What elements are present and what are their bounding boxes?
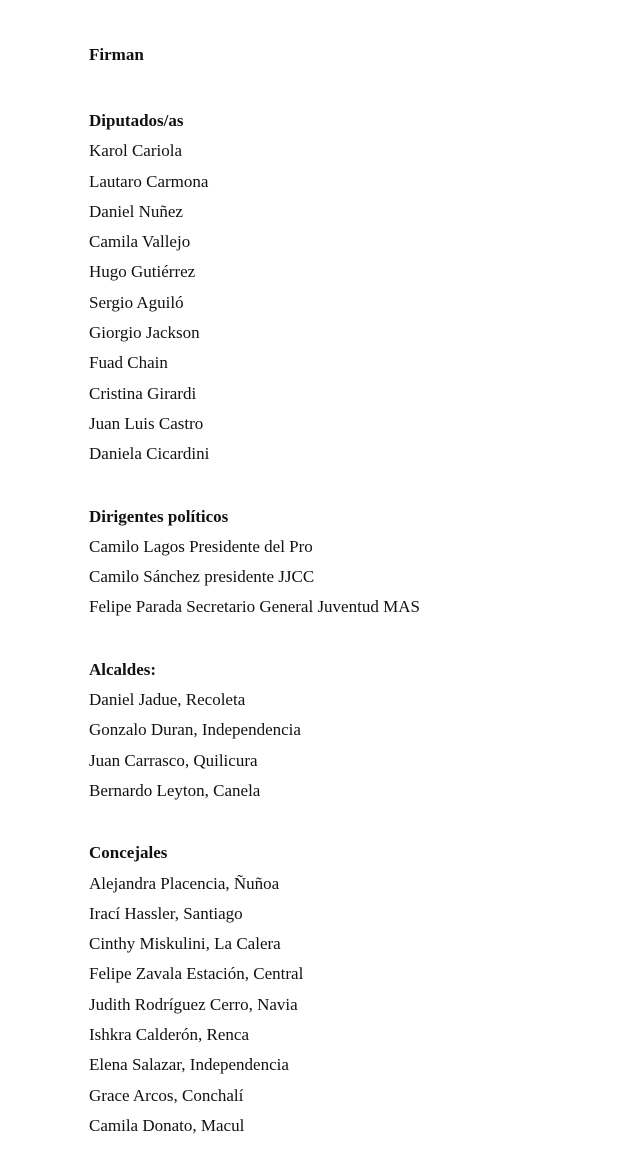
signatory-name: Cristina Girardi <box>89 383 197 403</box>
signatory-section <box>89 655 629 806</box>
section-heading: Diputados/as <box>89 111 184 130</box>
signatory-name: Camilo Lagos Presidente del Pro <box>89 536 313 556</box>
signatory-section <box>89 106 629 470</box>
signatory-name: Karol Cariola <box>89 141 182 161</box>
signatory-name: Cinthy Miskulini, La Calera <box>89 934 281 954</box>
signatory-name: Alejandra Placencia, Ñuñoa <box>89 873 280 893</box>
signatory-section <box>89 502 629 623</box>
section-heading: Concejales <box>89 843 168 863</box>
signatory-list <box>89 136 629 469</box>
section-heading: Alcaldes: <box>89 659 157 679</box>
signatory-list <box>89 532 629 623</box>
signatory-name: Irací Hassler, Santiago <box>89 903 243 923</box>
section-heading: Dirigentes políticos <box>89 506 229 526</box>
signatory-name: Ishkra Calderón, Renca <box>89 1025 250 1045</box>
signatory-name: Hugo Gutiérrez <box>89 262 196 282</box>
signatory-name: Fuad Chain <box>89 353 168 373</box>
signatory-name: Sergio Aguiló <box>89 292 184 312</box>
signatory-section <box>89 838 629 1141</box>
signatory-name: Judith Rodríguez Cerro, Navia <box>89 994 298 1014</box>
signatory-sections <box>89 106 629 1141</box>
signatory-name: Daniel Nuñez <box>89 201 183 221</box>
signatory-name: Giorgio Jackson <box>89 323 200 343</box>
signatory-name: Felipe Zavala Estación, Central <box>89 964 304 984</box>
signatory-name: Daniela Cicardini <box>89 444 210 464</box>
signatory-name: Camila Donato, Macul <box>89 1115 245 1135</box>
signatory-name: Elena Salazar, Independencia <box>89 1055 289 1075</box>
signatory-name: Bernardo Leyton, Canela <box>89 780 261 800</box>
signatories-document <box>89 43 629 1173</box>
signatory-name: Camila Vallejo <box>89 232 191 252</box>
signatory-name: Juan Carrasco, Quilicura <box>89 750 258 770</box>
signatory-name: Grace Arcos, Conchalí <box>89 1085 244 1105</box>
document-title: Firman <box>89 45 144 64</box>
signatory-name: Camilo Sánchez presidente JJCC <box>89 567 315 587</box>
signatory-list <box>89 869 629 1142</box>
signatory-name: Lautaro Carmona <box>89 171 209 191</box>
signatory-list <box>89 685 629 806</box>
signatory-name: Felipe Parada Secretario General Juventud MAS <box>89 597 420 617</box>
signatory-name: Juan Luis Castro <box>89 413 204 433</box>
signatory-name: Gonzalo Duran, Independencia <box>89 720 301 740</box>
signatory-name: Daniel Jadue, Recoleta <box>89 690 246 710</box>
